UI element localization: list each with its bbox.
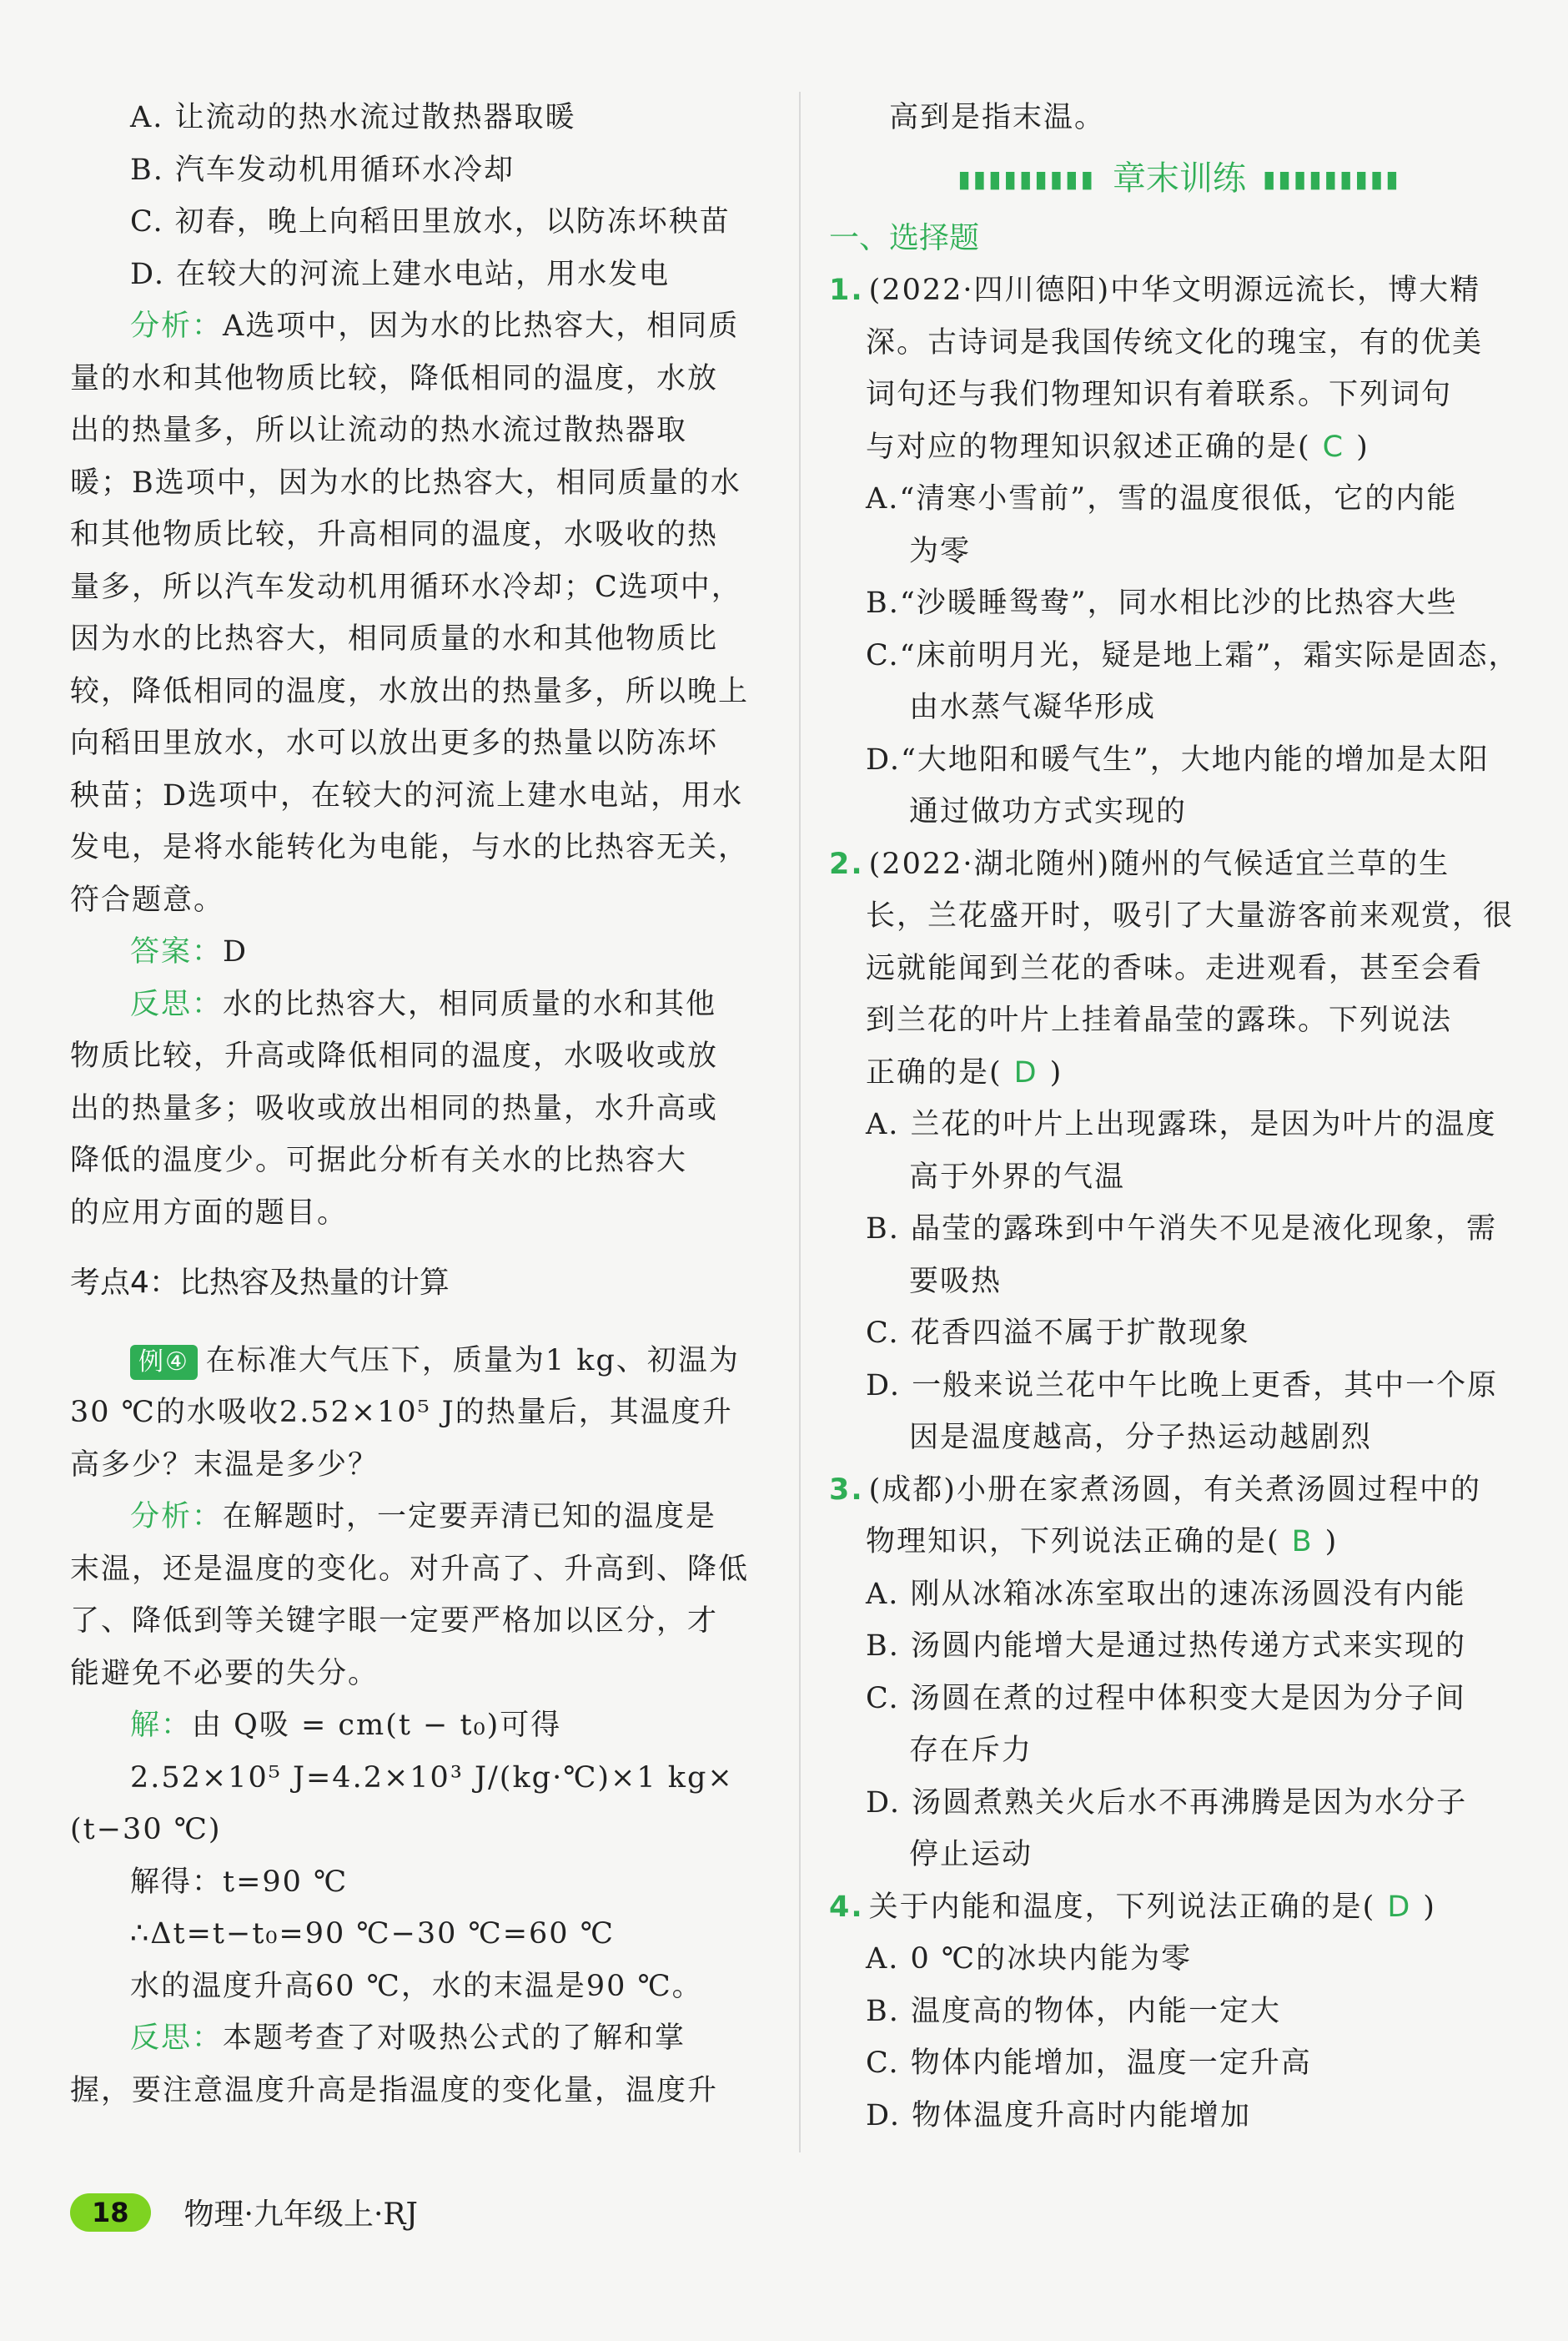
question-stem-line: (成都)小册在家煮汤圆，有关煮汤圆过程中的 [868,1473,1481,1507]
analysis2-block [70,1491,771,1699]
answer-line [70,926,771,979]
analysis-line: 向稻田里放水，水可以放出更多的热量以防冻坏 [70,727,719,760]
answer-value: D [223,935,249,969]
option-d: D. 在较大的河流上建水电站，用水发电 [130,257,671,291]
option-line: D.“大地阳和暖气生”，大地内能的增加是太阳 [866,743,1490,777]
reflect2-line: 握，要注意温度升高是指温度的变化量，温度升 [70,2073,719,2107]
close-paren: ) [1356,430,1369,464]
answer-choice: D [1013,1055,1038,1090]
question-stem-line: 深。古诗词是我国传统文化的瑰宝，有的优美 [866,325,1484,360]
analysis2-line: 能避免不必要的失分。 [70,1656,379,1690]
option-line: 高于外界的气温 [909,1160,1126,1194]
left-column [70,92,771,2117]
option-line: 存在斥力 [909,1734,1033,1768]
analysis2-line: 在解题时，一定要弄清已知的温度是 [223,1500,717,1533]
reflection2-block [70,2012,771,2117]
analysis-line: 量的水和其他物质比较，降低相同的温度，水放 [70,361,719,395]
solution-line: 解得：t=90 ℃ [130,1865,349,1899]
option-a: A. 让流动的热水流过散热器取暖 [130,101,576,134]
example-line: 高多少？末温是多少？ [70,1447,379,1482]
question-stem-last [829,1516,1530,1568]
answer-choice: D [1387,1890,1412,1924]
page-footer [70,2191,418,2233]
continued-text: 高到是指末温。 [889,101,1106,134]
option-b: B. 汽车发动机用循环水冷却 [130,153,515,187]
option-line: A. 0 ℃的冰块内能为零 [866,1942,1193,1976]
column-divider [799,92,801,2152]
question-stem-last [829,421,1530,474]
answer-choice: B [1291,1525,1314,1559]
analysis-line: 出的热量多，所以让流动的热水流过散热器取 [70,414,688,447]
analysis-line: 秧苗；D选项中，在较大的河流上建水电站，用水 [70,778,744,813]
chapter-title: 章末训练 [1113,159,1246,198]
question [829,838,1530,1464]
analysis-line: 符合题意。 [70,883,225,917]
option-line: B.“沙暖睡鸳鸯”，同水相比沙的比热容大些 [866,587,1458,621]
page-number: 18 [70,2193,151,2232]
option-list [70,92,771,300]
example-block [70,1335,771,1492]
question-number: 4. [829,1890,864,1924]
answer-choice: C [1322,430,1345,464]
option-line: C.“床前明月光，疑是地上霜”，霜实际是固态， [866,638,1520,672]
right-column [829,92,1530,2142]
option-line: A. 兰花的叶片上出现露珠，是因为叶片的温度 [866,1108,1497,1142]
question [829,1881,1530,2142]
analysis-line: 较，降低相同的温度，水放出的热量多，所以晚上 [70,674,750,708]
question-stem-line: 正确的是( [866,1055,1003,1090]
analysis-line: 和其他物质比较，升高相同的温度，水吸收的热 [70,518,719,551]
question-number: 2. [829,847,864,881]
analysis-line: 暖；B选项中，因为水的比热容大，相同质量的水 [70,466,741,500]
solution-line: 由 Q吸 = cm(t − t₀)可得 [192,1709,562,1742]
example-line: 在标准大气压下，质量为1 kg、初温为 [205,1343,740,1377]
close-paren: ) [1049,1055,1063,1090]
question-number: 3. [829,1473,864,1507]
section-title: 考点4：比热容及热量的计算 [70,1266,450,1300]
option-line: 因是温度越高，分子热运动越剧烈 [909,1421,1373,1455]
question-stem-line: 到兰花的叶片上挂着晶莹的露珠。下列说法 [866,1004,1453,1038]
close-paren: ) [1324,1525,1339,1559]
question-stem-line: 远就能闻到兰花的香味。走进观看，甚至会看 [866,951,1484,985]
reflection-block [70,979,771,1240]
bars-decoration-left: ▮▮▮▮▮▮▮▮▮ [957,165,1096,194]
example-badge: 例④ [130,1345,198,1380]
question [829,264,1530,838]
option-line: B. 温度高的物体，内能一定大 [866,1994,1281,2028]
subhead-choice: 一、选择题 [829,220,980,255]
option-line: D. 一般来说兰花中午比晚上更香，其中一个原 [866,1368,1499,1402]
option-line: B. 晶莹的露珠到中午消失不见是液化现象，需 [866,1212,1497,1246]
question-stem-line: 词句还与我们物理知识有着联系。下列词句 [866,378,1453,412]
question-stem-line: (2022·湖北随州)随州的气候适宜兰草的生 [868,847,1450,881]
analysis-label: 分析： [130,310,224,343]
solution-line: (t−30 ℃) [70,1813,222,1846]
reflect-line: 的应用方面的题目。 [70,1196,349,1230]
analysis-line: 因为水的比热容大，相同质量的水和其他物质比 [70,622,719,656]
question [829,1464,1530,1881]
option-line: 为零 [909,534,972,568]
option-line: C. 汤圆在煮的过程中体积变大是因为分子间 [866,1681,1466,1715]
solution-line: 水的温度升高60 ℃，水的末温是90 ℃。 [130,1969,703,2003]
question-stem-last [829,1881,1530,1934]
analysis-line: A选项中，因为水的比热容大，相同质 [223,310,740,343]
reflect-line: 降低的温度少。可据此分析有关水的比热容大 [70,1144,688,1177]
analysis2-label: 分析： [130,1500,224,1533]
question-stem-line: 长，兰花盛开时，吸引了大量游客前来观赏，很 [866,899,1515,934]
close-paren: ) [1423,1890,1436,1924]
solution-label: 解： [130,1709,193,1742]
option-line: 要吸热 [909,1264,1003,1298]
bars-decoration-right: ▮▮▮▮▮▮▮▮▮ [1263,165,1401,194]
reflect-label: 反思： [130,987,224,1021]
chapter-title-bar [829,153,1530,206]
question-number: 1. [829,274,864,308]
analysis-line: 发电，是将水能转化为电能，与水的比热容无关， [70,831,750,864]
option-line: C. 物体内能增加，温度一定升高 [866,2046,1312,2081]
solution-line: ∴Δt=t−t₀=90 ℃−30 ℃=60 ℃ [130,1917,615,1951]
option-line: A.“清寒小雪前”，雪的温度很低，它的内能 [866,482,1458,516]
footer-subject: 物理·九年级上·RJ [183,2198,418,2232]
option-line: 通过做功方式实现的 [909,795,1188,829]
reflect-line: 物质比较，升高或降低相同的温度，水吸收或放 [70,1040,719,1073]
question-list [829,264,1530,2142]
analysis2-line: 了、降低到等关键字眼一定要严格加以区分，才 [70,1604,719,1638]
reflect2-label: 反思： [130,2021,224,2055]
option-line: 由水蒸气凝华形成 [909,691,1157,725]
option-line: D. 物体温度升高时内能增加 [866,2098,1252,2132]
option-line: 停止运动 [909,1838,1033,1872]
question-stem-line: (2022·四川德阳)中华文明源远流长，博大精 [868,274,1481,308]
reflect-line: 水的比热容大，相同质量的水和其他 [223,987,717,1021]
question-stem-line: 物理知识，下列说法正确的是( [866,1525,1280,1559]
reflect2-line: 本题考查了对吸热公式的了解和掌 [223,2021,686,2055]
question-stem-line: 关于内能和温度，下列说法正确的是( [868,1890,1376,1924]
analysis-line: 量多，所以汽车发动机用循环水冷却；C选项中， [70,570,742,604]
option-line: B. 汤圆内能增大是通过热传递方式来实现的 [866,1629,1466,1664]
option-c: C. 初春，晚上向稻田里放水，以防冻坏秧苗 [130,205,731,239]
analysis-block [70,300,771,926]
solution-block [70,1699,771,2012]
solution-line: 2.52×10⁵ J=4.2×10³ J/(kg·℃)×1 kg× [130,1760,734,1795]
reflect-line: 出的热量多；吸收或放出相同的热量，水升高或 [70,1091,719,1125]
option-line: D. 汤圆煮熟关火后水不再沸腾是因为水分子 [866,1785,1468,1820]
example-line: 30 ℃的水吸收2.52×10⁵ J的热量后，其温度升 [70,1396,733,1429]
option-line: A. 刚从冰箱冰冻室取出的速冻汤圆没有内能 [866,1577,1466,1611]
question-stem-line: 与对应的物理知识叙述正确的是( [866,430,1311,464]
option-line: C. 花香四溢不属于扩散现象 [866,1316,1250,1351]
analysis2-line: 末温，还是温度的变化。对升高了、升高到、降低 [70,1552,750,1586]
answer-label: 答案： [130,935,224,969]
question-stem-last [829,1047,1530,1100]
